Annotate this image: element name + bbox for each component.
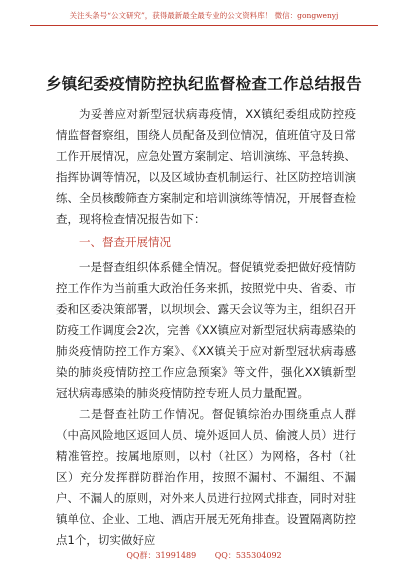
- document-body: [56, 104, 356, 551]
- document-title: 乡镇纪委疫情防控执纪监督检查工作总结报告: [45, 75, 362, 93]
- header-banner: 关注头条号“公文研究”，获得最新最全最专业的公文资料库！ 微信：gongwenyj: [30, 10, 378, 26]
- body-paragraph-2: 二是督查社防工作情况。督促镇综治办围绕重点人群（中高风险地区返回人员、境外返回人员、偷渡人员）进行精准管控。按属地原则，以村（社区）为网格，各村（社区）充分发挥群防群治作用，按照不漏村、不漏组、不漏户、不漏人的原则，对外来人员进行拉网式排查，同时对驻镇单位、企业、工地、酒店开展无死角排查。设置隔离防控点1个，切实做好应: [56, 407, 356, 547]
- footer-qq: QQ：535304092: [214, 551, 282, 560]
- section-heading: 一、督查开展情况: [79, 235, 171, 249]
- body-paragraph-1: 一是督查组织体系健全情况。督促镇党委把做好疫情防控工作作为当前重大政治任务来抓，按照党中央、省委、市委和区委决策部署，以坝坝会、露天会议等为主，组织召开防疫工作调度会2次，完善《XX镇应对新型冠状病毒感染的肺炎疫情防控工作方案》、《XX镇关于应对新型冠状病毒感染的肺炎疫情防控工作应急预案》等文件，强化XX镇新型冠状病毒感染的肺炎疫情防控专班人员力量配置。: [56, 260, 356, 400]
- footer-qq-group: QQ群：31991489: [126, 551, 197, 560]
- intro-paragraph: 为妥善应对新型冠状病毒疫情，XX镇纪委组成防控疫情监督督察组，围绕人员配备及到位情况，值班值守及日常工作开展情况，应急处置方案制定、培训演练、平急转换、指挥协调等情况，以及区域协查机制运行、社区防控培训演练、全员核酸筛查方案制定和培训演练等情况，开展督查检查，现将检查情况报告如下：: [56, 107, 356, 226]
- footer: [0, 550, 408, 561]
